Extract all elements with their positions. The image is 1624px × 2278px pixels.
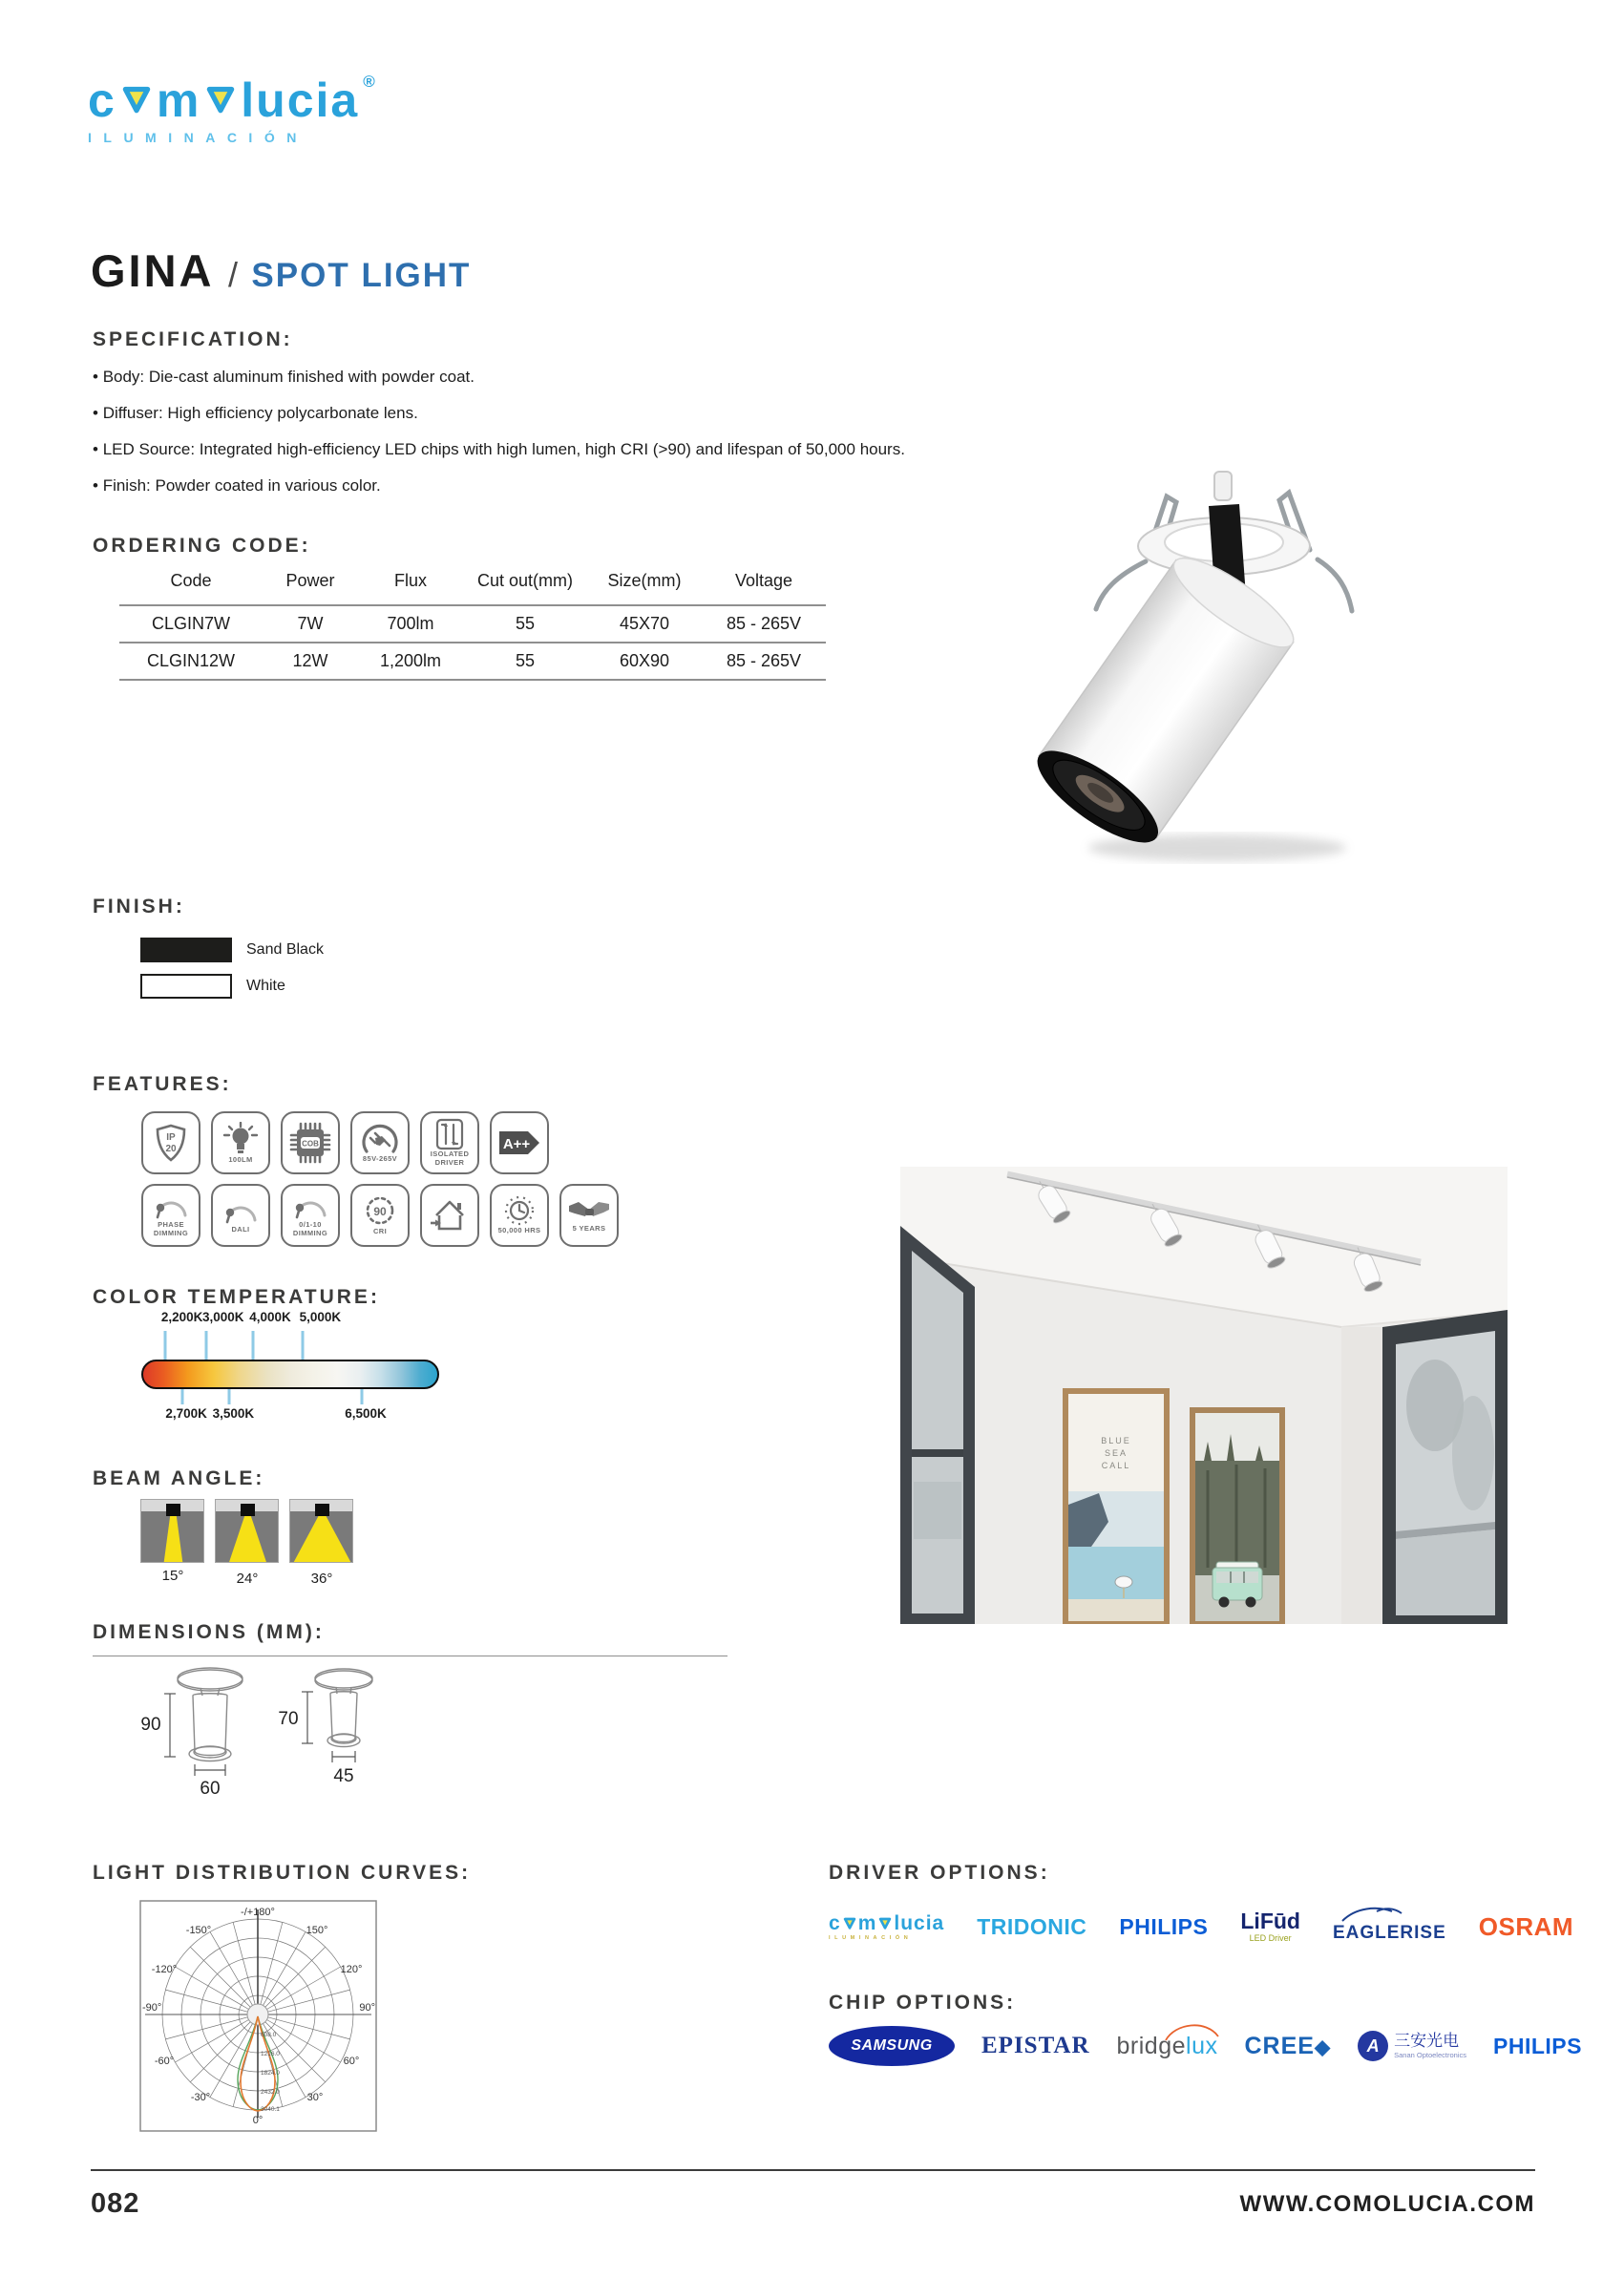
cct-label: 2,700K [165,1406,207,1421]
svg-text:-150°: -150° [185,1925,212,1936]
beam-angle-label: 36° [310,1571,333,1587]
svg-text:608.0: 608.0 [261,2032,277,2038]
brand-logo [88,72,377,145]
table-row: CLGIN12W 12W 1,200lm 55 60X90 85 - 265V [119,643,826,680]
beam-cone [216,1516,279,1563]
col-flux: Flux [393,571,427,590]
bridgelux-logo: bridgelux [1117,2033,1218,2060]
isolated-driver-icon: ISOLATED DRIVER [420,1111,479,1174]
eaglerise-logo: EAGLERISE [1333,1909,1446,1944]
dimension-drawings [115,1663,430,1811]
philips-logo: PHILIPS [1493,2033,1582,2058]
beam-angle-24 [215,1499,279,1563]
cylinder-body [1024,544,1304,858]
svg-text:CALL: CALL [1101,1461,1131,1470]
voltage-plug-icon: 85V-265V [350,1111,410,1174]
warranty-handshake-icon: 5 YEARS [559,1184,619,1247]
cct-label: 4,000K [249,1310,291,1324]
svg-text:20: 20 [165,1144,177,1154]
tridonic-logo: TRIDONIC [977,1913,1087,1939]
svg-text:90: 90 [373,1204,387,1218]
svg-text:30°: 30° [306,2092,324,2103]
svg-text:BLUE: BLUE [1101,1436,1131,1445]
svg-text:-120°: -120° [151,1964,178,1975]
picture-frame-sea [1063,1388,1170,1624]
svg-text:0°: 0° [252,2115,264,2126]
brand-o-triangle-icon [118,76,155,124]
specification-heading: SPECIFICATION: [93,328,293,350]
brand-seg: c [88,74,116,127]
cct-label: 2,200K [160,1310,203,1324]
features-row-2 [141,1184,619,1247]
finish-swatch-sand-black [140,938,232,962]
svg-text:60°: 60° [343,2056,360,2067]
svg-text:150°: 150° [306,1925,328,1936]
color-temperature-bar [141,1360,439,1389]
title-separator: / [227,255,238,294]
svg-text:1216.0: 1216.0 [261,2051,280,2057]
finish-label: White [246,978,285,994]
svg-text:90°: 90° [359,2002,375,2014]
picture-frame-van [1190,1407,1285,1624]
spec-bullet: • Diffuser: High efficiency polycarbonate lens. [93,404,418,423]
brand-seg: lucia [241,74,360,127]
color-temperature-heading: COLOR TEMPERATURE: [93,1286,380,1308]
light-distribution-heading: LIGHT DISTRIBUTION CURVES: [93,1862,472,1884]
epistar-logo: EPISTAR [981,2033,1090,2058]
fixture-square [241,1504,255,1516]
ordering-code-heading: ORDERING CODE: [93,535,311,557]
cree-logo: CREE◆ [1244,2032,1332,2059]
col-power: Power [285,571,335,590]
dimensions-heading: DIMENSIONS (MM): [93,1621,325,1643]
brand-seg: m [156,74,201,127]
product-type: SPOT LIGHT [251,257,472,294]
samsung-logo: SAMSUNG [829,2026,955,2066]
fixture-square [166,1504,180,1516]
col-voltage: Voltage [734,571,793,590]
beam-angle-15 [140,1499,204,1563]
svg-text:IP: IP [166,1132,176,1143]
lifud-logo: LiFūd LED Driver [1240,1909,1300,1943]
finish-heading: FINISH: [93,896,185,918]
cct-label: 5,000K [299,1310,342,1324]
svg-text:-90°: -90° [142,2002,162,2014]
cct-label: 6,500K [345,1406,387,1421]
cct-tick [204,1331,207,1360]
spec-bullet: • Finish: Powder coated in various color. [93,476,381,496]
svg-text:-60°: -60° [154,2056,175,2067]
svg-text:A++: A++ [502,1136,531,1152]
col-code: Code [170,571,212,590]
features-heading: FEATURES: [93,1073,232,1095]
svg-text:60: 60 [200,1779,221,1799]
beam-cone [290,1516,353,1563]
chip-logos [829,2026,1582,2066]
website-url: WWW.COMOLUCIA.COM [1239,2191,1535,2217]
bridgelux-arc-icon [1164,2021,1221,2042]
footer-divider [91,2169,1535,2171]
brand-o-triangle-icon [877,1915,893,1930]
svg-text:-30°: -30° [190,2092,211,2103]
cob-chip-icon [281,1111,340,1174]
beam-angle-heading: BEAM ANGLE: [93,1467,265,1489]
lifespan-clock-icon: 50,000 HRS [490,1184,549,1247]
svg-text:120°: 120° [340,1964,363,1975]
page-number: 082 [91,2188,140,2219]
room-photo [900,1167,1508,1629]
beam-angle-36 [289,1499,353,1563]
svg-text:COB: COB [302,1139,319,1149]
brand-o-triangle-icon [842,1915,857,1930]
eaglerise-bird-icon [1339,1904,1405,1923]
spec-bullet: • Body: Die-cast aluminum finished with powder coat. [93,368,475,387]
chip-options-heading: CHIP OPTIONS: [829,1992,1017,2014]
product-title [91,244,471,297]
mounting-screw [1214,472,1232,500]
cct-tick [302,1331,305,1360]
dali-dimming-icon: DALI [211,1184,270,1247]
features-row-1 [141,1111,549,1174]
energy-class-icon [490,1111,549,1174]
osram-logo: OSRAM [1478,1911,1574,1941]
product-photo [1002,447,1451,881]
brand-wordmark [88,72,377,127]
finish-label: Sand Black [246,941,324,958]
cct-label: 3,000K [201,1310,244,1324]
cri-icon: 90 CRI [350,1184,410,1247]
cct-label: 3,500K [212,1406,255,1421]
beam-cone [141,1516,204,1563]
ordering-code-table [119,565,826,681]
brand-o-triangle-icon [202,76,239,124]
registered-mark: ® [363,72,377,91]
beam-angle-label: 24° [236,1571,259,1587]
brand-tagline: ILUMINACIÓN [88,130,308,145]
product-name: GINA [91,245,215,296]
philips-logo: PHILIPS [1119,1913,1209,1939]
finish-swatch-white [140,974,232,999]
svg-text:-/+180°: -/+180° [241,1907,275,1918]
cct-tick [163,1331,166,1360]
indoor-house-icon [420,1184,479,1247]
col-cutout: Cut out(mm) [476,571,573,590]
driver-options-heading: DRIVER OPTIONS: [829,1862,1050,1884]
col-size: Size(mm) [607,571,682,590]
svg-text:1824.0: 1824.0 [261,2070,280,2077]
sanan-a-icon: A [1358,2031,1388,2061]
svg-text:90: 90 [140,1715,161,1735]
svg-text:45: 45 [333,1766,354,1786]
ip20-shield-icon [141,1111,200,1174]
spec-bullet: • LED Source: Integrated high-efficiency LED chips with high lumen, high CRI (>90) and lifespan of 50,000 hours. [93,440,905,459]
table-header-row [119,565,826,605]
light-distribution-chart [139,1900,378,2138]
fixture-square [315,1504,329,1516]
comolucia-logo: c m lucia ILUMINACIÓN [829,1911,945,1941]
svg-text:70: 70 [278,1709,299,1729]
phase-dimming-icon: PHASE DIMMING [141,1184,200,1247]
beam-angle-label: 15° [161,1568,184,1584]
cct-tick [252,1331,255,1360]
svg-text:SEA: SEA [1104,1448,1128,1458]
lumen-bulb-icon: 100LM [211,1111,270,1174]
svg-text:2432.0: 2432.0 [261,2089,280,2096]
dimming-0-1-10-icon: 0/1-10 DIMMING [281,1184,340,1247]
sanan-logo: A 三安光电 Sanan Optoelectronics [1358,2031,1466,2061]
driver-logos [829,1909,1573,1944]
svg-text:3040.1: 3040.1 [261,2106,280,2113]
table-row: CLGIN7W 7W 700lm 55 45X70 85 - 265V [119,605,826,643]
